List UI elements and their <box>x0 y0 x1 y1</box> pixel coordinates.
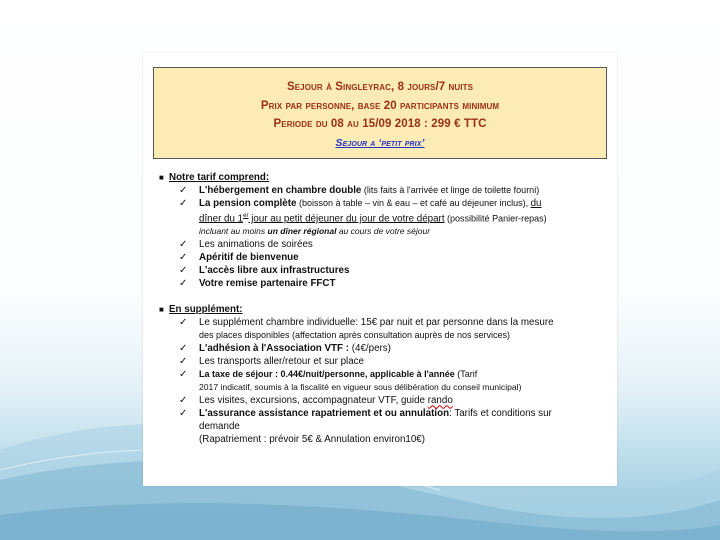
list-item: ✓ L'adhésion à l'Association VTF : (4€/pers) <box>179 343 391 355</box>
banner-price-basis: Prix par personne, base 20 participants minimum <box>260 99 500 112</box>
checkmark-icon: ✓ <box>179 252 188 264</box>
checkmark-icon: ✓ <box>179 317 188 329</box>
checkmark-icon: ✓ <box>179 369 188 381</box>
list-item: ✓ Apéritif de bienvenue <box>179 252 299 264</box>
section-included-title: ■ Notre tarif comprend: <box>159 172 270 183</box>
banner-period: Periode du 08 au 15/09 2018 : 299 € TTC <box>273 118 487 130</box>
list-item: ✓ Les animations de soirées <box>179 239 313 251</box>
banner-title: Sejour à Singleyrac, 8 jours/7 nuits <box>286 81 474 93</box>
checkmark-icon: ✓ <box>179 408 188 420</box>
square-bullet-icon: ■ <box>159 173 164 182</box>
checkmark-icon: ✓ <box>179 198 188 209</box>
checkmark-icon: ✓ <box>179 265 188 277</box>
checkmark-icon: ✓ <box>179 356 188 368</box>
list-item: ✓ Les transports aller/retour et sur place <box>179 356 364 368</box>
list-item: ✓ L'assurance assistance rapatriement et ou annulation: Tarifs et conditions sur demande (Rapatriement : prévoir 5€ & Annulation environ10€) <box>179 408 552 446</box>
list-item: ✓ Votre remise partenaire FFCT <box>179 278 336 290</box>
list-item: ✓ Les visites, excursions, accompagnateur VTF, guide rando <box>179 395 453 407</box>
list-item: ✓ L'accès libre aux infrastructures <box>179 265 350 277</box>
content-body <box>159 171 609 446</box>
checkmark-icon: ✓ <box>179 278 188 290</box>
header-banner <box>153 67 607 159</box>
document-card <box>143 53 617 486</box>
checkmark-icon: ✓ <box>179 239 188 251</box>
list-item: ✓ L'hébergement en chambre double (lits faits à l'arrivée et linge de toilette fourni) <box>179 185 540 196</box>
checkmark-icon: ✓ <box>179 185 188 196</box>
list-item: ✓ Le supplément chambre individuelle: 15€ par nuit et par personne dans la mesure des places disponibles (affectation après consultation auprès de nos services) <box>179 317 554 341</box>
list-item: ✓ La pension complète (boisson à table – vin & eau – et café au déjeuner inclus), du dîner du 1er jour au petit déjeuner du jour de votre départ (possibilité Panier-repas) incluant au moins un dîner régional au cours de votre séjour <box>179 198 547 237</box>
checkmark-icon: ✓ <box>179 395 188 407</box>
list-item: ✓ La taxe de séjour : 0.44€/nuit/personne, applicable à l'année (Tarif 2017 indicatif, soumis à la fiscalité en vigueur sous délibération du conseil municipal) <box>179 369 522 393</box>
checkmark-icon: ✓ <box>179 343 188 355</box>
square-bullet-icon: ■ <box>159 305 164 315</box>
banner-subtitle: Sejour a ‘petit prix’ <box>335 136 425 149</box>
section-supplement-title: ■ En supplément: <box>159 304 243 316</box>
